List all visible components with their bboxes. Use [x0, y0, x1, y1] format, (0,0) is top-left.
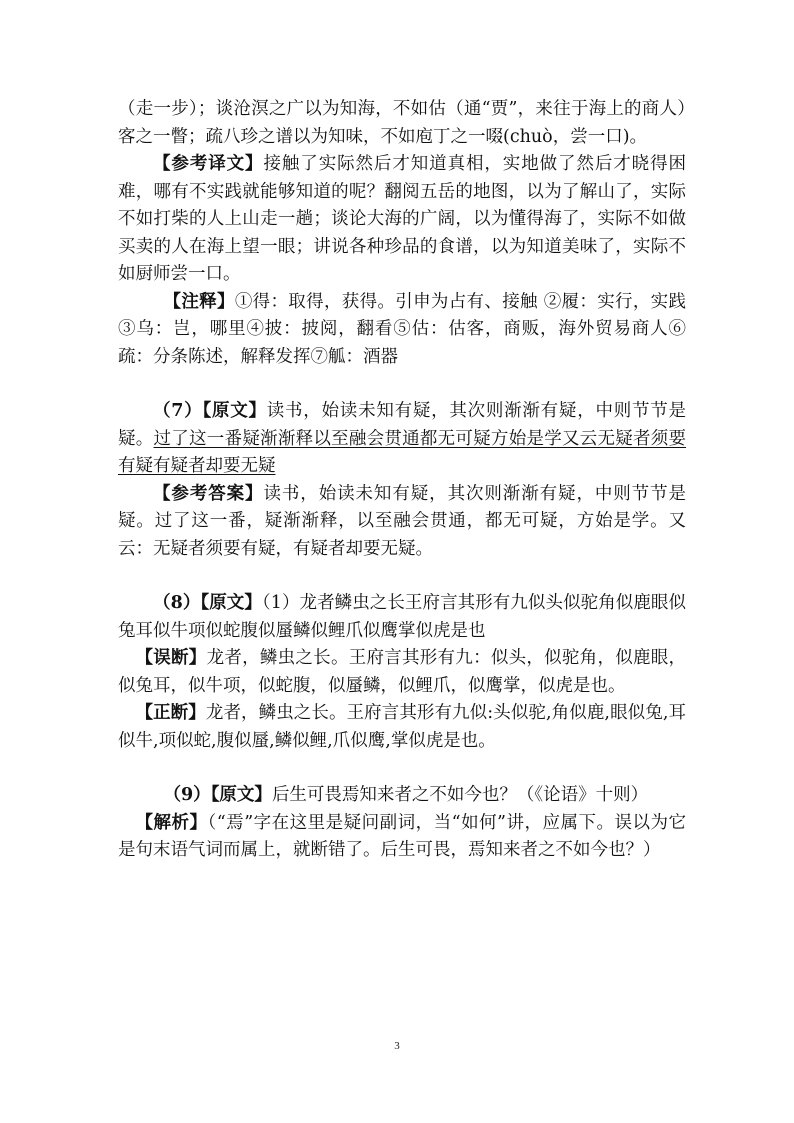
- item9-label: 【原文】: [210, 785, 272, 805]
- item9-number: （9）: [163, 785, 211, 805]
- item8-wrong-paragraph: [118, 645, 686, 700]
- item9-analysis-text: （“焉”字在这里是疑问副词，当“如何”讲，应属下。误以为它是句末语气词而属上，就断错了。后生可畏，焉知来者之不如今也？）: [118, 812, 686, 860]
- item8-label: 【原文】: [200, 593, 262, 613]
- item7-original-paragraph: [118, 398, 686, 481]
- notes-text: ①得：取得，获得。引申为占有、接触 ②履：实行，实践③乌：岂，哪里④披：披阅，翻看⑤估：估客，商贩，海外贸易商人⑥疏：分条陈述，解释发挥⑦觚：酒器: [118, 291, 687, 367]
- intro-text: （走一步）；谈沧溟之广以为知海，不如估（通“贾”，来往于海上的商人）客之一瞥；疏八珍之谱以为知味，不如庖丁之一啜(chuò，尝一口)。: [118, 99, 686, 147]
- translation-label: 【参考译文】: [153, 154, 264, 174]
- spacer: [118, 371, 686, 398]
- item7-text-underlined: 过了这一番疑渐渐释以至融会贯通都无可疑方始是学又云无疑者须要有疑有疑者却要无疑: [118, 428, 687, 476]
- item9-original-paragraph: [118, 782, 686, 810]
- translation-paragraph: [118, 151, 686, 289]
- spacer: [118, 755, 686, 782]
- document-page: [118, 96, 686, 865]
- item8-number: （8）: [153, 593, 201, 613]
- intro-paragraph: [118, 96, 686, 151]
- translation-text: 接触了实际然后才知道真相，实地做了然后才晓得困难，哪有不实践就能够知道的呢？翻阅五岳的地图，以为了解山了，实际不如打柴的人上山走一趟；谈论大海的广阔，以为懂得海了，实际不如做买卖的人在海上望一眼；讲说各种珍品的食谱，以为知道美味了，实际不如厨师尝一口。: [118, 154, 687, 284]
- item8-right-label: 【正断】: [135, 703, 206, 723]
- item7-answer-text: 读书，始读未知有疑，其次则渐渐有疑，中则节节是疑。过了这一番，疑渐渐释，以至融会贯通，都无可疑，方始是学。又云：无疑者须要有疑，有疑者却要无疑。: [118, 483, 687, 559]
- item8-wrong-label: 【误断】: [135, 648, 207, 668]
- item9-analysis-label: 【解析】: [135, 812, 208, 833]
- item7-answer-paragraph: [118, 481, 686, 564]
- spacer: [118, 563, 686, 590]
- item8-text: （1）龙者鳞虫之长王府言其形有九似头似驼角似鹿眼似兔耳似牛项似蛇腹似蜃鳞似鲤爪似鹰掌似虎是也: [118, 593, 686, 641]
- item9-text: 后生可畏焉知来者之不如今也？（《论语》十则）: [271, 785, 649, 805]
- item8-original-paragraph: [118, 590, 686, 645]
- notes-label: 【注释】: [163, 291, 235, 312]
- item7-text-plain: 读书，始读未知有疑，其次则渐渐有疑，中则节节是疑。: [118, 401, 687, 449]
- item8-wrong-text: 龙者，鳞虫之长。王府言其形有九：似头，似驼角，似鹿眼，似兔耳，似牛项，似蛇腹，似蜃鳞，似鲤爪，似鹰掌，似虎是也。: [118, 648, 687, 696]
- item7-number: （7）: [153, 401, 203, 421]
- item7-label: 【原文】: [202, 401, 267, 421]
- notes-paragraph: [118, 289, 686, 372]
- page-number: 3: [394, 1040, 400, 1052]
- item8-right-paragraph: [118, 700, 686, 755]
- item9-analysis-paragraph: [118, 810, 686, 865]
- item7-answer-label: 【参考答案】: [153, 483, 264, 504]
- item8-right-text: 龙者，鳞虫之长。王府言其形有九似:头似驼,角似鹿,眼似兔,耳似牛,项似蛇,腹似蜃,鳞似鲤,爪似鹰,掌似虎是也。: [118, 703, 686, 751]
